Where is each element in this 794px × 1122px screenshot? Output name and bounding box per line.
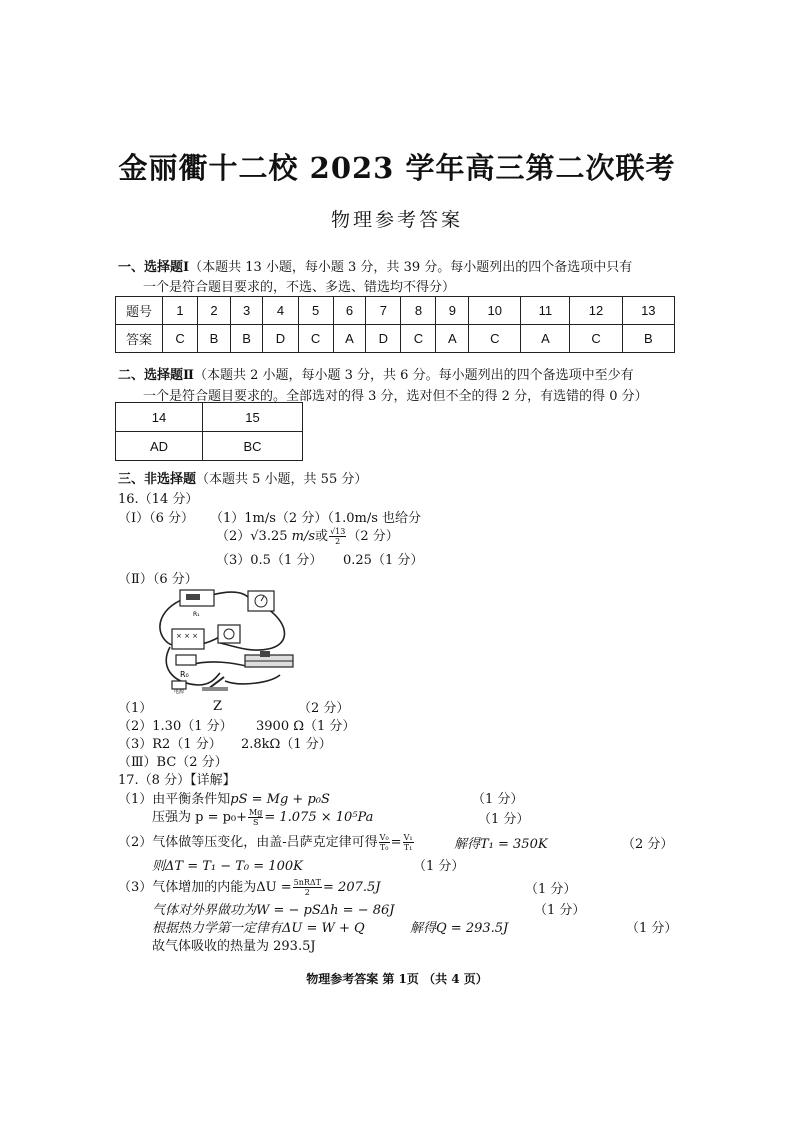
q17-l5-score: （1 分）: [525, 882, 577, 897]
q17-l3-pre: （2）气体做等压变化，由盖-吕萨克定律可得: [118, 835, 378, 850]
table-cell: 9: [436, 297, 469, 325]
section3-heading: 三、非选择题: [118, 472, 197, 487]
fraction-numerator: V₁: [403, 833, 413, 842]
section3-desc: （本题共 5 小题，共 55 分）: [196, 472, 368, 487]
fraction-denominator: S: [252, 818, 259, 827]
resistance-box-icon: [172, 629, 204, 649]
fraction-numerator: V₀: [379, 833, 389, 842]
battery-icon: [172, 681, 186, 689]
q17-l2-post: = 1.075 × 10⁵Pa: [264, 810, 374, 825]
table-cell: AD: [116, 432, 203, 461]
label-r0: R₀: [180, 670, 189, 679]
table-cell: A: [333, 325, 366, 353]
table-cell: C: [401, 325, 436, 353]
table-cell: 15: [203, 403, 303, 432]
table-cell: C: [570, 325, 622, 353]
q16-p2-line2b: 3900 Ω（1 分）: [256, 719, 356, 734]
q17-l1-pre: （1）由平衡条件知: [118, 792, 231, 807]
fraction-denominator: T₀: [379, 843, 389, 852]
table-cell: 3: [230, 297, 263, 325]
rheostat-icon: [245, 651, 293, 667]
q17-l2-pre: 压强为 p = p₀+: [152, 810, 248, 825]
q16-p2-line1c: （2 分）: [298, 701, 350, 716]
q17-l5-pre: （3）气体增加的内能为ΔU =: [118, 880, 292, 895]
q17-l2-fraction: [248, 808, 263, 827]
q16-part2-label: （Ⅱ）（6 分）: [118, 572, 198, 587]
q16-part1-label: （Ⅰ）（6 分）: [118, 511, 195, 526]
q16-p2-line3b: 2.8kΩ（1 分）: [241, 737, 332, 752]
table-cell: A: [436, 325, 469, 353]
q17-line4: 则ΔT = T₁ − T₀ = 100K: [152, 859, 303, 874]
section1-heading: 一、选择题Ⅰ: [118, 260, 190, 275]
table-cell: 13: [622, 297, 674, 325]
q16-header: 16.（14 分）: [118, 492, 199, 507]
fraction-denominator: 2: [304, 888, 310, 897]
resistor-icon: [176, 655, 196, 665]
section2-header: [118, 364, 634, 383]
meter-icon: [218, 625, 240, 643]
fraction-denominator: 2: [335, 537, 341, 546]
table-cell: D: [366, 325, 401, 353]
q17-line5: [118, 876, 380, 897]
table-cell: 10: [469, 297, 521, 325]
q16-p1-2-unit: m/s: [291, 529, 316, 544]
table-cell: A: [521, 325, 570, 353]
q17-line2: [152, 806, 373, 827]
label-r1: R₁: [193, 611, 200, 618]
table-cell: B: [622, 325, 674, 353]
table-cell: 1: [163, 297, 198, 325]
q17-l3-fraction2: [403, 833, 414, 852]
table-cell: 4: [263, 297, 298, 325]
table-cell: BC: [203, 432, 303, 461]
q17-line3: [118, 831, 415, 852]
q17-l7-score: （1 分）: [626, 921, 678, 936]
q16-p1-2-pre: （2）√3.25: [216, 529, 288, 544]
table-cell: C: [298, 325, 333, 353]
circuit-wire: [190, 662, 250, 667]
q16-p1-2-or: 或: [315, 529, 329, 544]
q16-part3: （Ⅲ）BC（2 分）: [118, 755, 228, 770]
table-cell: C: [469, 325, 521, 353]
fraction-numerator: 5nRΔT: [293, 878, 322, 887]
table-cell: 2: [198, 297, 231, 325]
table-row-answers: [116, 325, 675, 353]
ammeter-icon: [180, 590, 214, 606]
table-cell: 5: [298, 297, 333, 325]
q17-l3-eq: =: [390, 835, 402, 850]
section3-header: [118, 468, 367, 487]
q16-p1-2-score: （2 分）: [347, 529, 399, 544]
fraction-numerator: Mg: [249, 808, 263, 817]
svg-text:× × ×: × × ×: [176, 632, 199, 640]
q17-l3-solve: 解得T₁ = 350K: [454, 837, 548, 852]
table-cell: B: [198, 325, 231, 353]
section2-desc-line2: 一个是符合题目要求的。全部选对的得 3 分，选对但不全的得 2 分，有选错的得 0 分）: [143, 389, 648, 404]
q17-l1-score: （1 分）: [472, 792, 524, 807]
table-cell: 12: [570, 297, 622, 325]
q16-p1-line2: [216, 525, 399, 546]
section1-header: [118, 256, 632, 275]
circuit-wire: [212, 592, 250, 599]
q16-p2-line1b: Z: [213, 699, 223, 714]
section1-desc-line1: （本题共 13 小题，每小题 3 分，共 39 分。每小题列出的四个备选项中只有: [189, 260, 633, 275]
circuit-wire: [225, 675, 280, 684]
q17-line6: 气体对外界做功为W = − pSΔh = − 86J: [152, 903, 395, 918]
circuit-diagram: [150, 585, 300, 695]
q16-p2-line2a: （2）1.30（1 分）: [118, 719, 233, 734]
page-subtitle: 物理参考答案: [330, 209, 463, 231]
circuit-wire: [166, 647, 220, 685]
row-label-answer: 答案: [116, 325, 163, 353]
q16-p2-line3a: （3）R2（1 分）: [118, 737, 222, 752]
row-label-number: 题号: [116, 297, 163, 325]
q17-line8: 故气体吸收的热量为 293.5J: [152, 939, 316, 954]
q17-l1-math: pS = Mg + p₀S: [230, 792, 330, 807]
label-power: 电源: [174, 689, 185, 695]
section1-answer-table: [115, 296, 675, 353]
q16-p1-2-fraction: [329, 527, 346, 546]
section1-desc-line2: 一个是符合题目要求的，不选、多选、错选均不得分）: [143, 280, 456, 295]
q16-p1-line1: （1）1m/s（2 分）（1.0m/s 也给分: [210, 511, 422, 526]
table-cell: 8: [401, 297, 436, 325]
q16-p2-line1a: （1）: [118, 701, 153, 716]
q17-l3-score: （2 分）: [622, 837, 674, 852]
table-cell: 11: [521, 297, 570, 325]
page-title: 金丽衢十二校 2023 学年高三第二次联考: [118, 151, 676, 185]
fraction-denominator: T₁: [403, 843, 413, 852]
table-row-numbers: [116, 403, 303, 432]
q17-l3-fraction1: [379, 833, 390, 852]
q17-l7-solve: 解得Q = 293.5J: [410, 921, 509, 936]
table-cell: 14: [116, 403, 203, 432]
table-row-numbers: [116, 297, 675, 325]
table-cell: C: [163, 325, 198, 353]
voltmeter-icon: [248, 591, 274, 611]
q17-l4-score: （1 分）: [413, 859, 465, 874]
section2-heading: 二、选择题Ⅱ: [118, 368, 194, 383]
table-cell: 6: [333, 297, 366, 325]
table-cell: B: [230, 325, 263, 353]
q17-l6-score: （1 分）: [534, 903, 586, 918]
section2-desc-line1: （本题共 2 小题，每小题 3 分，共 6 分。每小题列出的四个备选项中至少有: [193, 368, 634, 383]
q16-p1-line3b: 0.25（1 分）: [343, 553, 424, 568]
q17-l5-post: = 207.5J: [323, 880, 381, 895]
table-cell: D: [263, 325, 298, 353]
q17-l2-score: （1 分）: [478, 812, 530, 827]
q16-p1-line3a: （3）0.5（1 分）: [216, 553, 323, 568]
q17-header: 17.（8 分）【详解】: [118, 773, 236, 788]
q17-line7: 根据热力学第一定律有ΔU = W + Q: [152, 921, 365, 936]
q17-l5-fraction: [293, 878, 322, 897]
fraction-numerator: √13: [330, 527, 346, 536]
page-footer: 物理参考答案 第 1页 （共 4 页）: [306, 972, 488, 986]
section2-answer-table: [115, 402, 303, 461]
q17-line1: [118, 788, 330, 807]
table-row-answers: [116, 432, 303, 461]
table-cell: 7: [366, 297, 401, 325]
